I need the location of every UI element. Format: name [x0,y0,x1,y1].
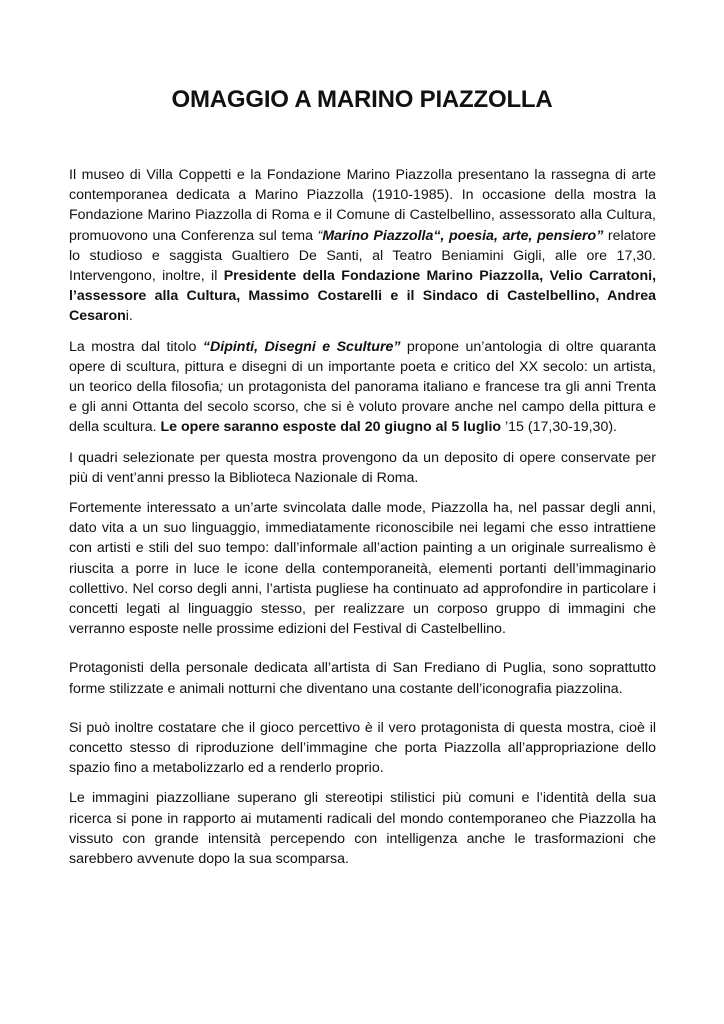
text-run: Il museo di Villa Coppetti e la Fondazione Marino Piazzolla presentano la rassegna di arte contemporanea dedicata a Marino Piazzolla (1910-1985). In occasione della mostra la Fondazione Marino Piazzolla di Roma e il Comune di Castelbellino, assessorato alla Cultura, promuovono una Conferenza sul tema [69,167,656,244]
conference-theme: Marino Piazzolla“, poesia, arte, pensiero” [322,227,604,244]
text-run: i. [125,308,133,325]
text-run: relatore lo studioso e saggista Gualtiero De Santi, al Teatro Beniamini Gigli, alle ore 17,30. Intervengono, inoltre, il [69,227,657,285]
text-run-quote: “ [317,227,323,244]
exhibition-title: “Dipinti, Disegni e Sculture” [202,338,401,355]
paragraph-conference [69,165,656,327]
text-run: ’15 (17,30-19,30). [501,419,618,436]
paragraph-protagonists: Protagonisti della personale dedicata all’artista di San Frediano di Puglia, sono soprattutto forme stilizzate e animali notturni che diventano una costante dell’iconografia piazzolina. [69,660,656,697]
document-body [69,165,656,869]
text-run: propone un’antologia di oltre quaranta opere di scultura, pittura e disegni di un importante poeta e critico del XX secolo: un artista, un teorico della filosofia [69,338,657,396]
text-run: un protagonista del panorama italiano e francese tra gli anni Trenta e gli anni Ottanta del secolo scorso, che si è voluto provare anche nel campo della pittura e della scultura. [69,379,656,436]
text-run-semicolon: ; [219,379,224,396]
document-title: OMAGGIO A MARINO PIAZZOLLA [171,86,553,113]
exhibition-dates: Le opere saranno esposte dal 20 giugno al 5 luglio [160,419,502,436]
paragraph-provenance: I quadri selezionate per questa mostra provengono da un deposito di opere conservate per più di vent’anni presso la Biblioteca Nazionale di Roma. [69,449,656,486]
paragraph-images: Le immagini piazzolliane superano gli stereotipi stilistici più comuni e l’identità della sua ricerca si pone in rapporto ai mutamenti radicali del mondo contemporaneo che Piazzolla ha vissuto con grande intensità percependo con intelligenza anche le trasformazioni che sarebbero avvenute dopo la sua scomparsa. [69,790,656,868]
paragraph-language: Fortemente interessato a un’arte svincolata dalle mode, Piazzolla ha, nel passar degli anni, dato vita a un suo linguaggio, immediatamente riconoscibile nei legami che esso intrattiene con artisti e stili del suo tempo: dall’informale all’action painting a un originale surrealismo è riuscita a porre in luce le icone della contemporaneità, elementi portanti dell’immaginario collettivo. Nel corso degli anni, l’artista pugliese ha continuato ad approfondire in particolare i concetti legati al linguaggio stesso, per realizzare un corposo gruppo di immagini che verranno esposte nelle prossime edizioni del Festival di Castelbellino. [69,500,656,638]
text-run: La mostra dal titolo [69,338,203,355]
speakers-list: Presidente della Fondazione Marino Piazzolla, Velio Carratoni, l’assessore alla Cultura, Massimo Costarelli e il Sindaco di Castelbellino, Andrea Cesaron [69,268,657,325]
paragraph-exhibition [69,337,656,438]
paragraph-perception: Si può inoltre costatare che il gioco percettivo è il vero protagonista di questa mostra, cioè il concetto stesso di riproduzione dell’immagine che porta Piazzolla all’appropriazione dello spazio fino a metabolizzarlo ed a renderlo proprio. [69,719,656,777]
